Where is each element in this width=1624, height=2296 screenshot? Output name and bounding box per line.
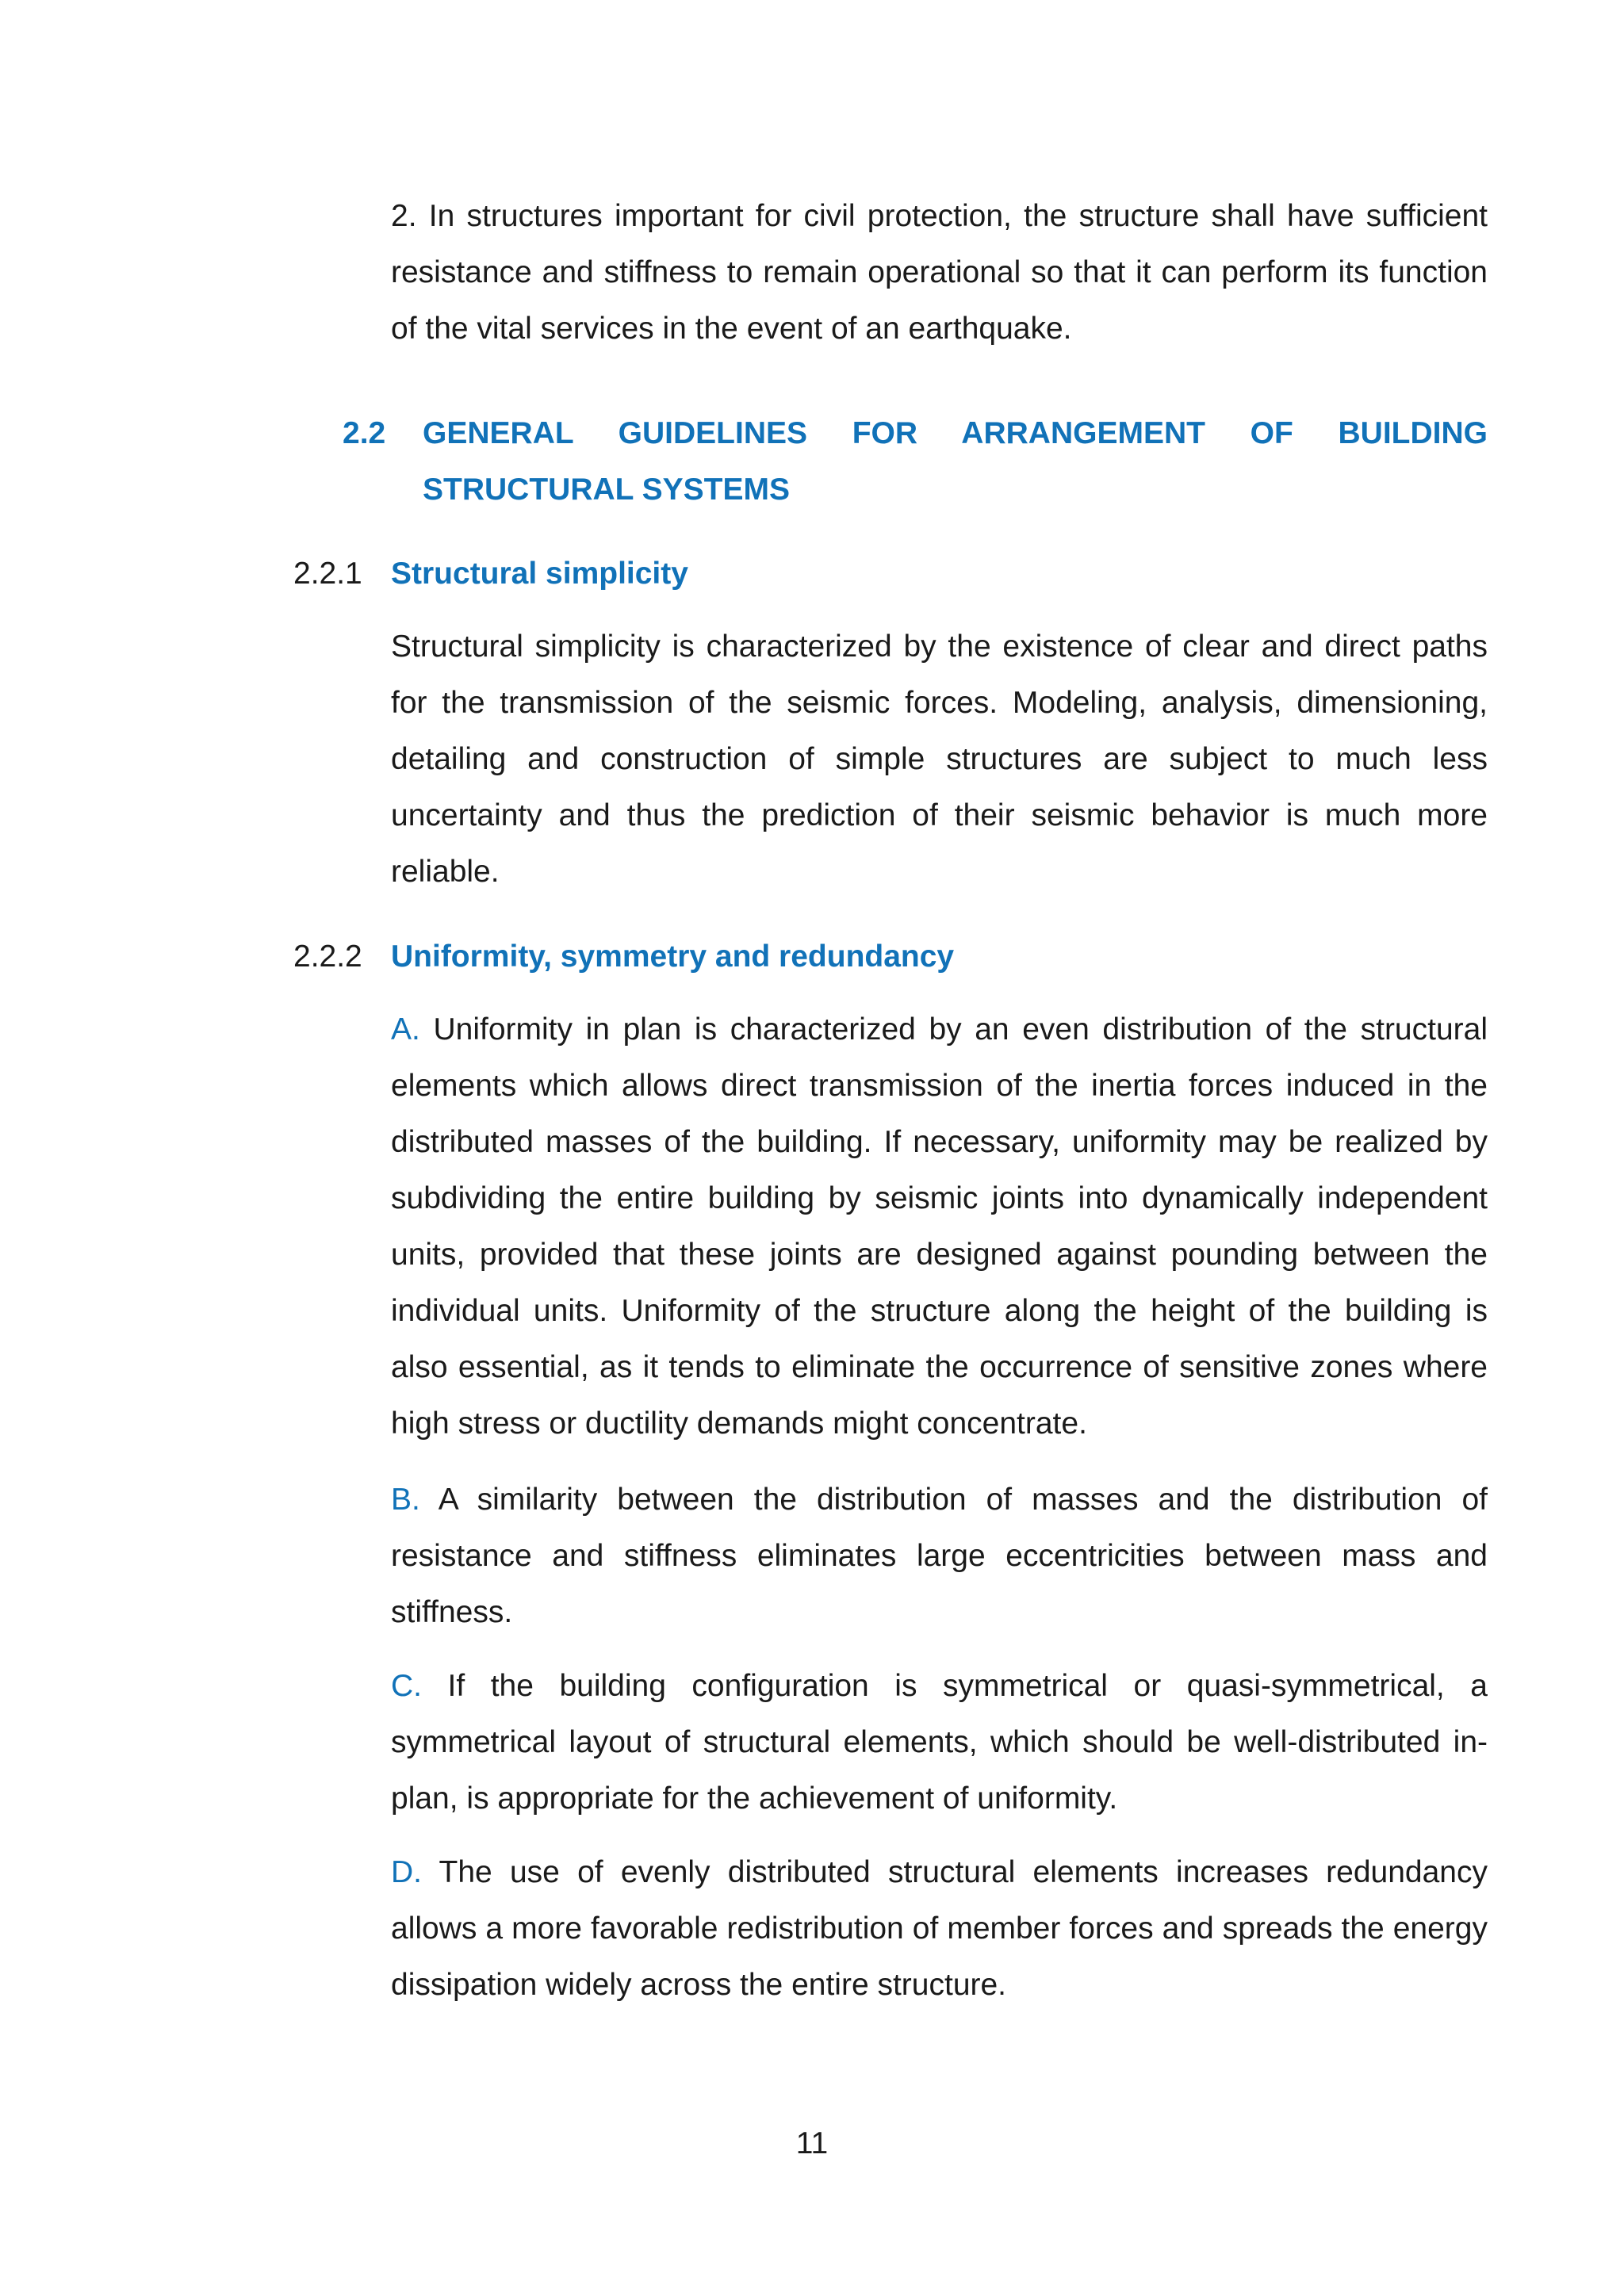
section-heading — [343, 405, 1488, 518]
item-text: The use of evenly distributed structural elements increases redundancy allows a more favorable redistribution of member forces and spreads the energy dissipation widely across the entire structure. — [391, 1855, 1488, 2002]
intro-paragraph: 2. In structures important for civil protection, the structure shall have sufficient resistance and stiffness to remain operational so that it can perform its function of the vital services in the event of an earthquake. — [391, 199, 1488, 346]
list-item-a — [391, 1001, 1488, 1452]
section-title-line2: STRUCTURAL SYSTEMS — [423, 473, 790, 507]
section-title-line1: GENERAL GUIDELINES FOR ARRANGEMENT OF BUILDING — [423, 416, 1488, 450]
section-number: 2.2 — [343, 416, 386, 450]
simplicity-paragraph: Structural simplicity is characterized by the existence of clear and direct paths for the transmission of the seismic forces. Modeling, analysis, dimensioning, detailing and construction of simple structures are subject to much less uncertainty and thus the prediction of their seismic behavior is much more reliable. — [391, 629, 1488, 889]
item-label: D. — [391, 1855, 422, 1889]
subsection-title: Uniformity, symmetry and redundancy — [391, 939, 955, 974]
item-text: If the building configuration is symmetrical or quasi-symmetrical, a symmetrical layout of structural elements, which should be well-distributed in-plan, is appropriate for the achievement of uniformity. — [391, 1669, 1488, 1816]
list-item-b — [391, 1471, 1488, 1640]
item-text: A similarity between the distribution of masses and the distribution of resistance and stiffness eliminates large eccentricities between mass and stiffness. — [391, 1483, 1488, 1629]
subsection-number: 2.2.2 — [293, 939, 362, 974]
subsection-heading-simplicity — [293, 545, 688, 602]
list-item-d — [391, 1844, 1488, 2013]
item-text: Uniformity in plan is characterized by an even distribution of the structural elements which allows direct transmission of the inertia forces induced in the distributed masses of the building. If necessary, uniformity may be realized by subdividing the entire building by seismic joints into dynamically independent units, provided that these joints are designed against pounding between the individual units. Uniformity of the structure along the height of the building is also essential, as it tends to eliminate the occurrence of sensitive zones where high stress or ductility demands might concentrate. — [391, 1012, 1488, 1441]
item-label: C. — [391, 1669, 422, 1703]
list-item-c — [391, 1658, 1488, 1827]
subsection-number: 2.2.1 — [293, 557, 362, 591]
subsection-heading-uniformity — [293, 928, 954, 985]
item-label: B. — [391, 1483, 420, 1517]
page-number: 11 — [795, 2126, 829, 2160]
item-label: A. — [391, 1012, 420, 1047]
subsection-title: Structural simplicity — [391, 557, 688, 591]
